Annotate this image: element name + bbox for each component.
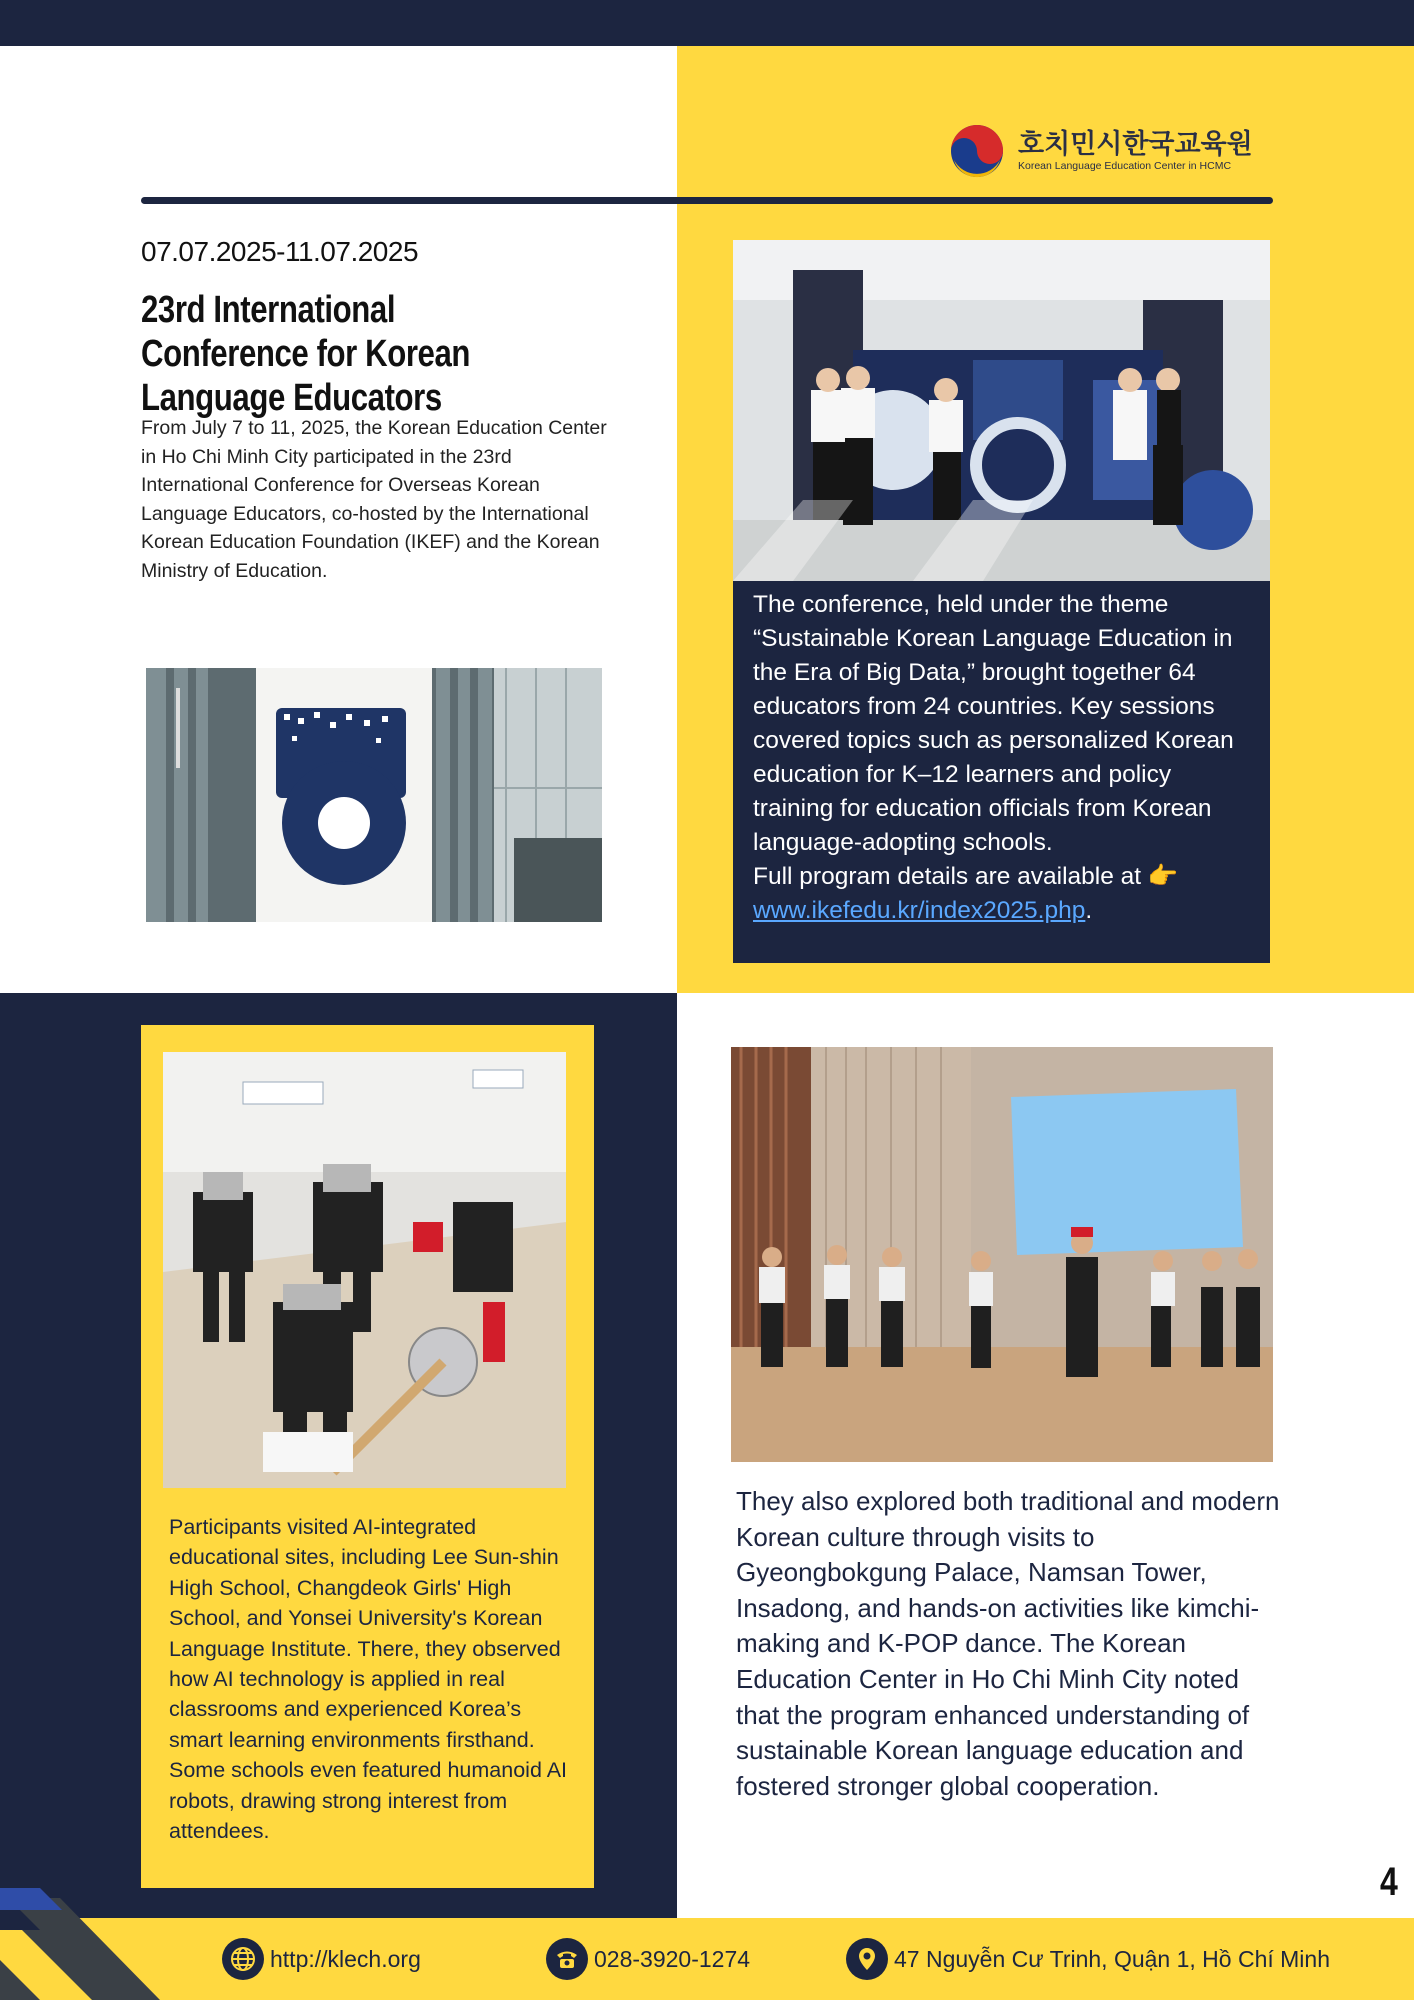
program-details-prefix: Full program details are available at 👉 [753, 863, 1179, 890]
article-title: 23rd International Conference for Korean Language Educators [141, 289, 471, 419]
top-bar [0, 0, 1414, 46]
program-link-suffix: . [1085, 897, 1093, 924]
conference-paragraph: The conference, held under the theme “Sustainable Korean Language Education in the Era of Big Data,” brought together 64 educators from 24 countries. Key sessions covered topics such as personalized Korean education for K–12 learners and policy training for education officials from Korean language-adopting schools. [753, 591, 1234, 856]
footer-phone-text[interactable]: 028-3920-1274 [594, 1945, 751, 1972]
footer-website[interactable] [222, 1938, 421, 1980]
conference-paragraph-block [753, 588, 1258, 928]
ai-sites-paragraph: Participants visited AI-integrated educational sites, including Lee Sun-shin High School, Changdeok Girls' High School, and Yonsei University's Korean Language Institute. There, they observed how AI technology is applied in real classrooms and experienced Korea’s smart learning environments firsthand. Some schools even featured humanoid AI robots, drawing strong interest from attendees. [169, 1515, 568, 1844]
page-number: 4 [1380, 1860, 1398, 1904]
photo-conference-banner [146, 668, 602, 922]
event-date-range: 07.07.2025-11.07.2025 [141, 236, 419, 267]
intro-paragraph: From July 7 to 11, 2025, the Korean Education Center in Ho Chi Minh City participated in the 23rd International Conference for Overseas Korean Language Educators, co-hosted by the International Korean Education Foundation (IKEF) and the Korean Ministry of Education. [141, 417, 607, 582]
photo-humanoid-robots [163, 1052, 566, 1488]
organization-logo [950, 122, 1270, 178]
taegeuk-emblem-icon [950, 124, 1004, 178]
header-divider [141, 197, 1273, 204]
photo-participants-group [733, 240, 1270, 581]
photo-kpop-dance-session [731, 1047, 1273, 1462]
location-pin-icon [846, 1938, 888, 1980]
globe-icon [222, 1938, 264, 1980]
phone-icon [546, 1938, 588, 1980]
program-details-link[interactable]: www.ikefedu.kr/index2025.php [753, 897, 1086, 924]
footer-phone[interactable] [546, 1938, 750, 1980]
logo-english-name: Korean Language Education Center in HCMC [1018, 160, 1232, 172]
footer-address-text[interactable]: 47 Nguyễn Cư Trinh, Quận 1, Hồ Chí Minh [894, 1945, 1331, 1972]
decorative-stripes [0, 1888, 170, 2000]
footer-address[interactable] [846, 1938, 1330, 1980]
logo-korean-name: 호치민시한국교육원 [1018, 129, 1253, 160]
culture-paragraph: They also explored both traditional and modern Korean culture through visits to Gyeongbokgung Palace, Namsan Tower, Insadong, and hands-on activities like kimchi-making and K-POP dance. The Korean Education Center in Ho Chi Minh City noted that the program enhanced understanding of sustainable Korean language education and fostered stronger global cooperation. [736, 1486, 1280, 1801]
footer-website-text[interactable]: http://klech.org [270, 1945, 421, 1972]
